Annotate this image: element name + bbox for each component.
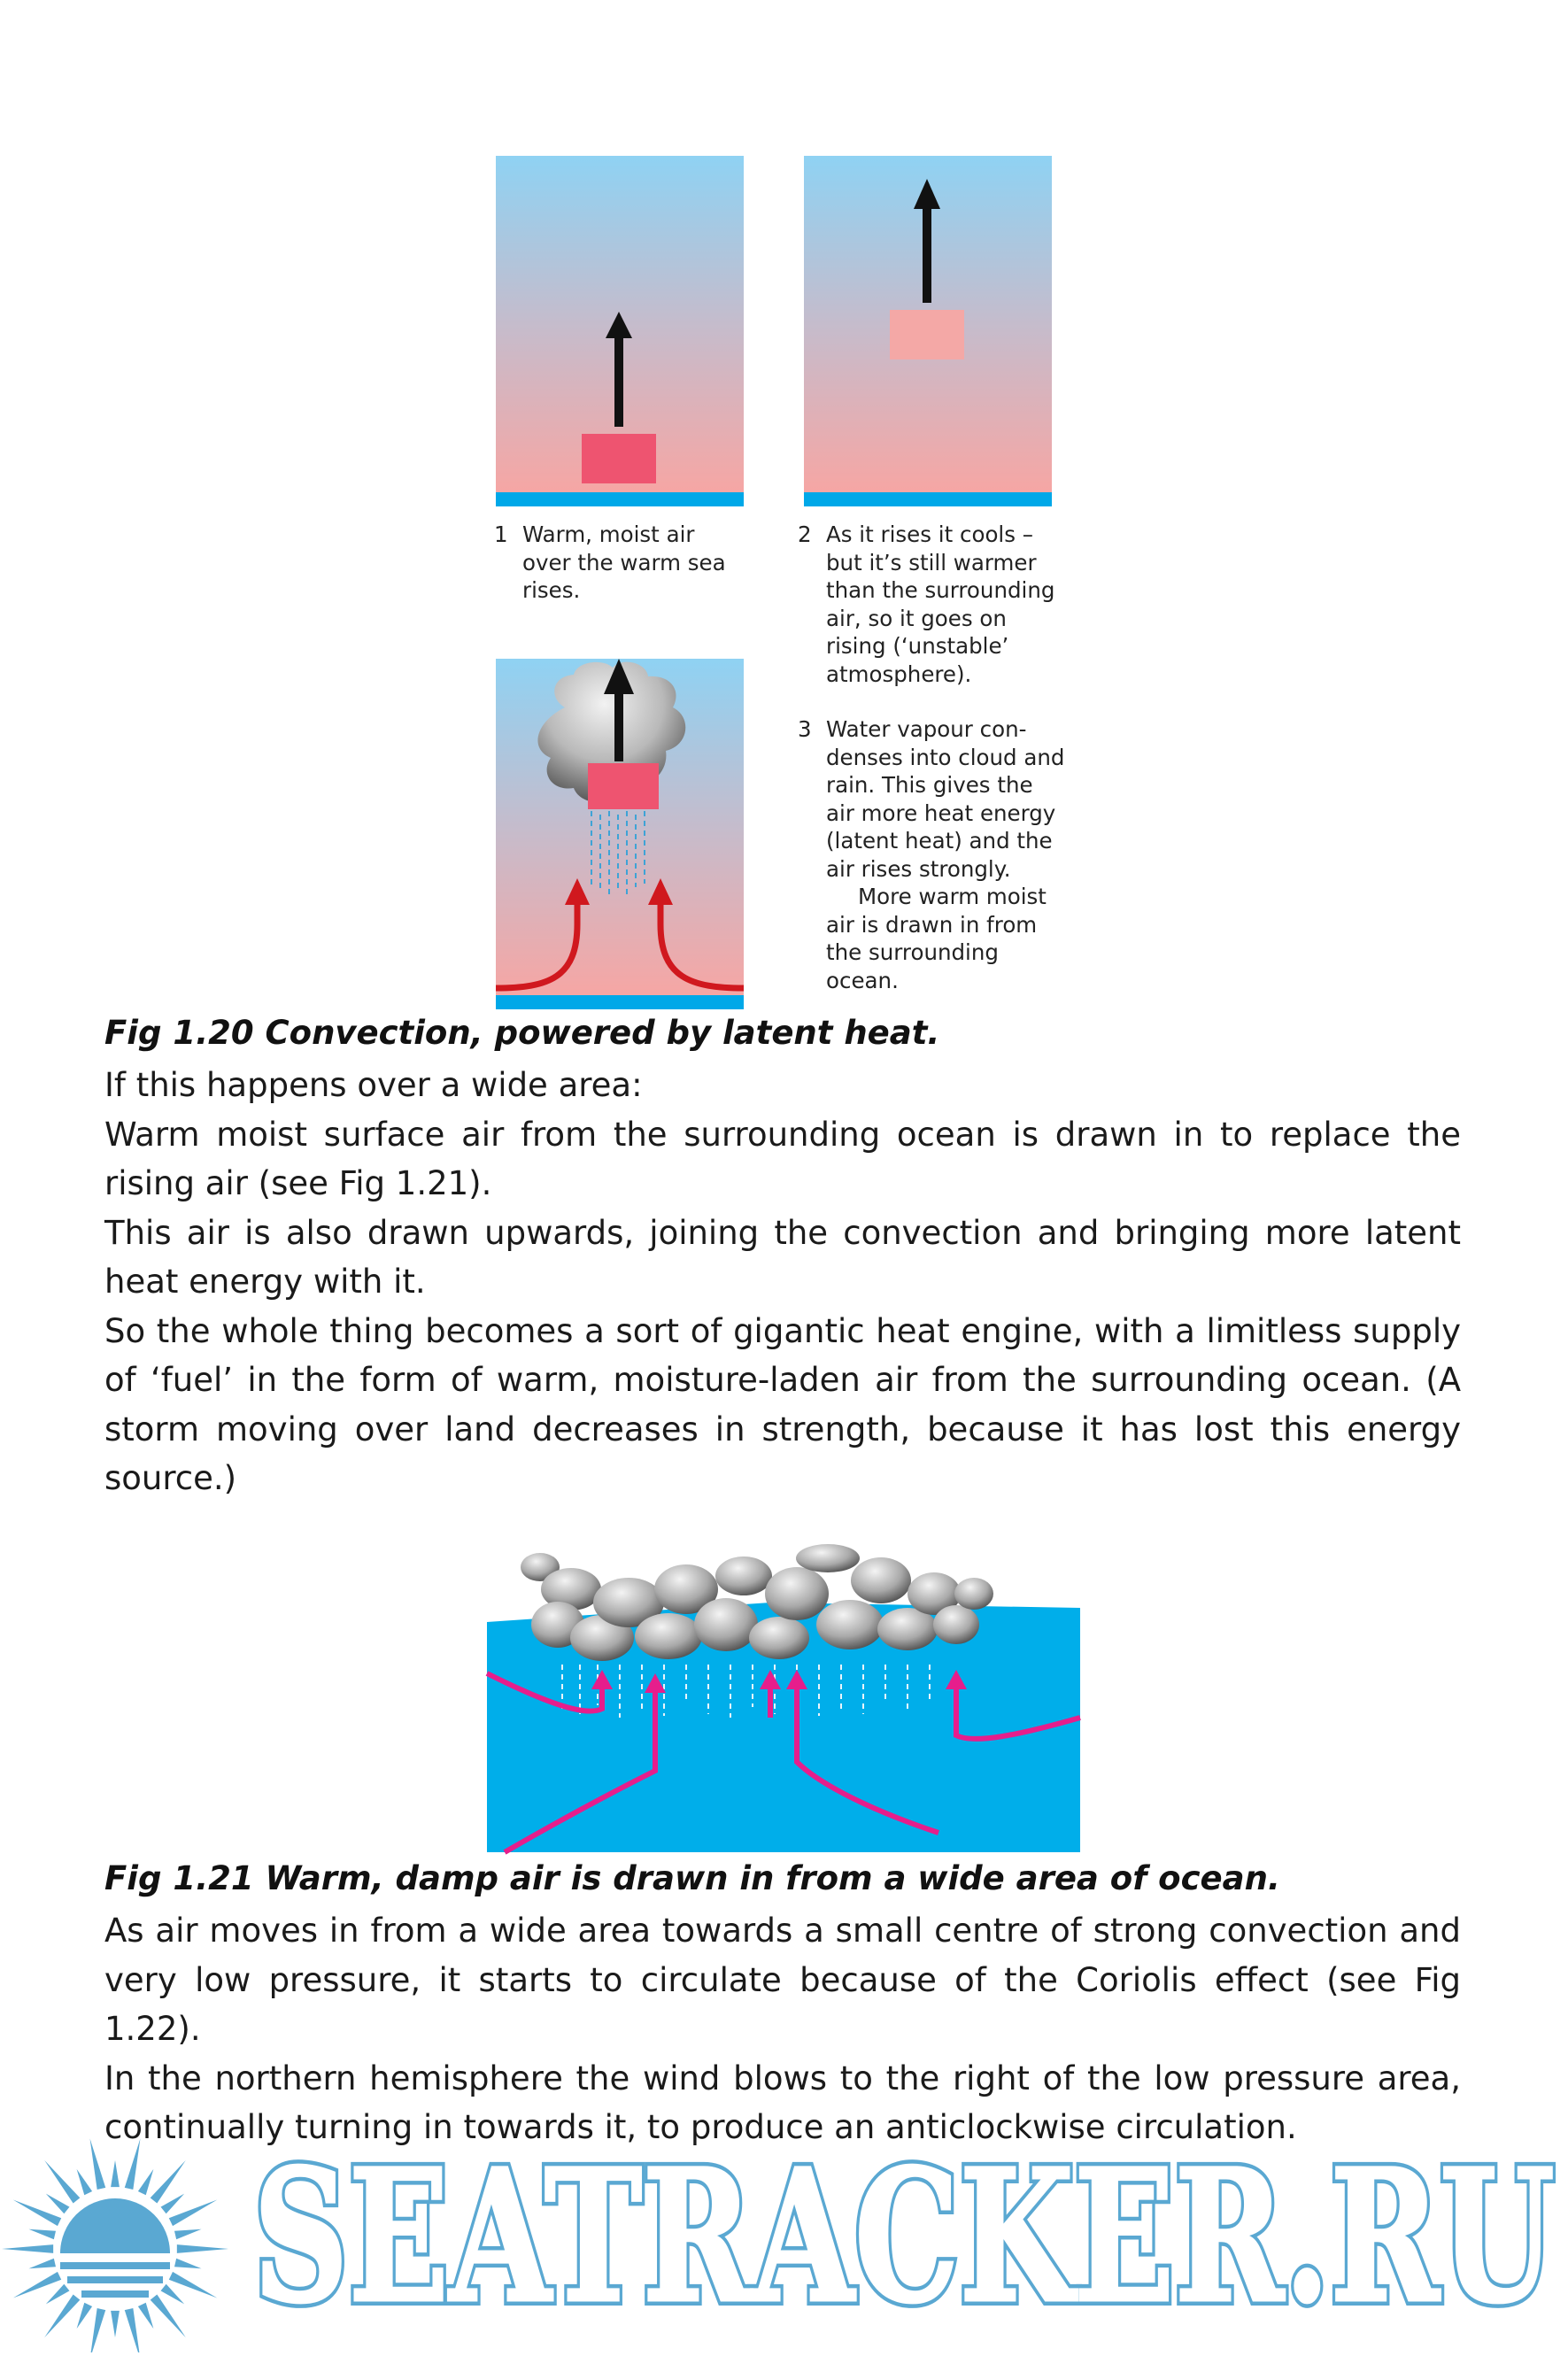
watermark-text: SEATRACKER.RU bbox=[253, 2143, 1555, 2329]
caption-line: rises. bbox=[522, 577, 581, 603]
air-parcel bbox=[890, 310, 964, 359]
body-text bbox=[104, 1906, 1461, 2152]
caption-line: rain. This gives the bbox=[826, 772, 1033, 798]
panel-number: 2 bbox=[798, 521, 812, 547]
sun-ray bbox=[2, 2244, 53, 2253]
sun-ray bbox=[29, 2259, 57, 2268]
sun-ray bbox=[29, 2229, 57, 2239]
panel-3-caption bbox=[798, 715, 1099, 999]
fig-1-20-panel-1 bbox=[496, 156, 744, 506]
paragraph: Warm moist surface air from the surrounding ocean is drawn in to replace the rising air (see Fig 1.21). bbox=[104, 1115, 1461, 1202]
panel-1-caption bbox=[494, 521, 760, 618]
sea-strip bbox=[496, 492, 744, 506]
air-parcel bbox=[582, 434, 656, 483]
caption-line: Warm, moist air bbox=[522, 521, 695, 547]
caption-line: rising (‘unstable’ bbox=[826, 633, 1009, 659]
caption-line: but it’s still warmer bbox=[826, 549, 1037, 575]
sun-ray bbox=[174, 2259, 202, 2268]
caption-line: over the warm sea bbox=[522, 549, 726, 575]
caption-line: Water vapour con- bbox=[826, 716, 1027, 742]
fig-1-20-panel-2 bbox=[804, 156, 1052, 506]
sun-ray bbox=[169, 2199, 218, 2226]
air-parcel bbox=[588, 763, 659, 809]
sun-ray bbox=[111, 2311, 120, 2337]
caption-line: air rises strongly. bbox=[826, 855, 1011, 882]
caption-line: than the surrounding bbox=[826, 577, 1055, 603]
caption-line: atmosphere). bbox=[826, 660, 972, 687]
sun-ray bbox=[169, 2272, 218, 2298]
sun-ray bbox=[125, 2138, 141, 2190]
sun-ray bbox=[174, 2229, 202, 2239]
fig-1-20-panel-3 bbox=[496, 659, 744, 1009]
sun-ray bbox=[46, 2284, 70, 2305]
sun-ray bbox=[90, 2308, 106, 2352]
sun-ray bbox=[13, 2272, 62, 2298]
figure-caption: Fig 1.21 Warm, damp air is drawn in from a wide area of ocean. bbox=[104, 1859, 1280, 1897]
watermark-outline: SEATRACKER.RU bbox=[253, 2143, 1555, 2329]
caption-line: More warm moist bbox=[858, 884, 1047, 909]
caption-line: denses into cloud and bbox=[826, 744, 1065, 770]
body-text bbox=[104, 1061, 1461, 1503]
caption-line: (latent heat) and the bbox=[826, 828, 1053, 854]
panel-number: 1 bbox=[494, 521, 508, 547]
sun-ray bbox=[77, 2303, 93, 2329]
sun-ray bbox=[177, 2244, 228, 2253]
paragraph: If this happens over a wide area: bbox=[104, 1066, 643, 1104]
sun-ray bbox=[13, 2199, 62, 2226]
caption-line: the surrounding bbox=[826, 939, 999, 965]
site-watermark bbox=[250, 2143, 1560, 2329]
caption-line: air, so it goes on bbox=[826, 605, 1007, 631]
sun-ray bbox=[90, 2138, 106, 2190]
sun-ray bbox=[161, 2194, 185, 2214]
paragraph: So the whole thing becomes a sort of gigantic heat engine, with a limitless supply of ‘fuel’ in the form of warm, moisture-laden air from the surrounding ocean. (A storm moving over land decreases in strength, because it has lost this energy source.) bbox=[104, 1311, 1461, 1497]
caption-line: ocean. bbox=[826, 967, 899, 993]
sun-ray bbox=[138, 2303, 154, 2329]
panel-2-caption bbox=[798, 521, 1099, 698]
sun-ray bbox=[161, 2284, 185, 2305]
figure-caption: Fig 1.20 Convection, powered by latent heat. bbox=[104, 1014, 940, 1052]
paragraph: As air moves in from a wide area towards a small centre of strong convection and very low pressure, it starts to circulate because of the Coriolis effect (see Fig 1.22). bbox=[104, 1912, 1461, 2048]
sun-logo-icon bbox=[0, 2120, 239, 2352]
caption-line: As it rises it cools – bbox=[826, 521, 1034, 547]
sea-strip bbox=[496, 995, 744, 1009]
caption-line: air is drawn in from bbox=[826, 911, 1038, 938]
caption-line: air more heat energy bbox=[826, 799, 1056, 826]
cloud-icon bbox=[521, 1544, 993, 1661]
fig-1-21-illustration bbox=[478, 1541, 1089, 1859]
paragraph: This air is also drawn upwards, joining the convection and bringing more latent heat energy with it. bbox=[104, 1213, 1461, 1301]
sun-ray bbox=[46, 2194, 70, 2214]
paragraph: In the northern hemisphere the wind blows to the right of the low pressure area, continually turning in towards it, to produce an anticlockwise circulation. bbox=[104, 2059, 1461, 2146]
sun-ray bbox=[125, 2308, 141, 2352]
panel-number: 3 bbox=[798, 716, 812, 742]
sun-ray bbox=[77, 2169, 93, 2195]
sea-strip bbox=[804, 492, 1052, 506]
sun-ray bbox=[138, 2169, 154, 2195]
sun-ray bbox=[111, 2160, 120, 2187]
